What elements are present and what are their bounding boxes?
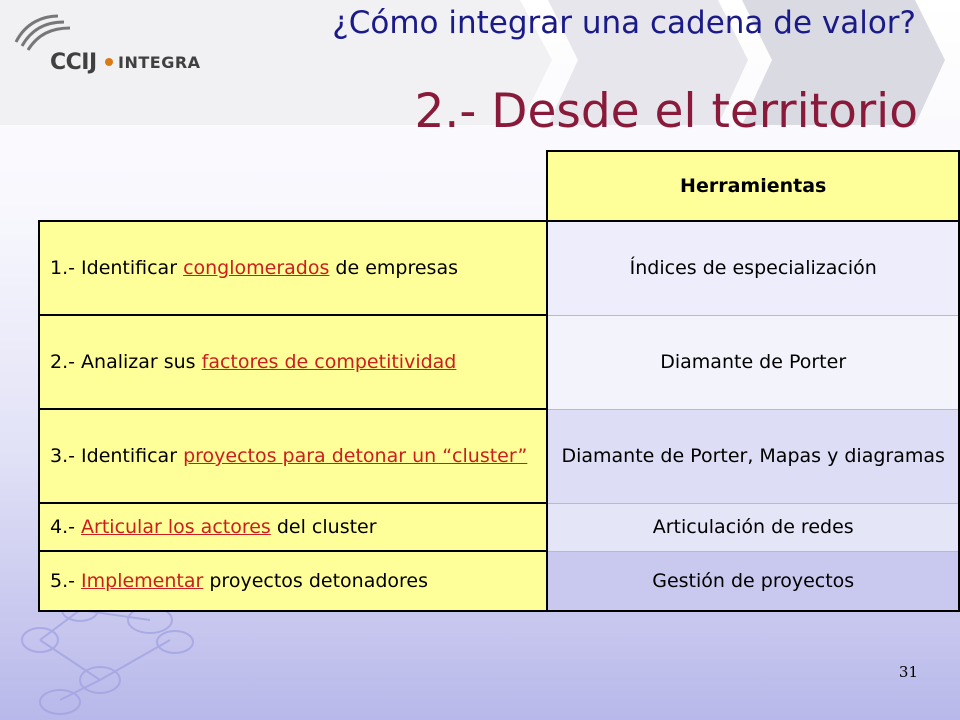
- tool-cell: Articulación de redes: [547, 503, 959, 551]
- step-cell: [39, 315, 547, 409]
- step-text: de empresas: [329, 257, 459, 279]
- header-herramientas: Herramientas: [547, 151, 959, 221]
- step-link[interactable]: factores de competitividad: [201, 351, 457, 373]
- tool-cell: Diamante de Porter: [547, 315, 959, 409]
- step-text: 4.-: [50, 516, 82, 538]
- table-row: [39, 503, 959, 551]
- step-link[interactable]: proyectos para detonar un “cluster”: [183, 445, 528, 467]
- logo-swoosh-icon: [14, 12, 74, 52]
- step-cell: [39, 503, 547, 551]
- step-text: 3.- Identificar: [50, 445, 184, 467]
- tool-cell: Diamante de Porter, Mapas y diagramas: [547, 409, 959, 503]
- tool-cell: Índices de especialización: [547, 221, 959, 315]
- tool-cell: Gestión de proyectos: [547, 551, 959, 611]
- page-number: 31: [898, 663, 918, 681]
- step-cell: [39, 551, 547, 611]
- header-empty-cell: [39, 151, 547, 221]
- step-link[interactable]: conglomerados: [183, 257, 330, 279]
- slide-question: ¿Cómo integrar una cadena de valor?: [332, 5, 916, 41]
- step-cell: [39, 221, 547, 315]
- logo-dot-icon: [105, 58, 113, 66]
- table-row: [39, 315, 959, 409]
- step-text: del cluster: [270, 516, 377, 538]
- step-cell: [39, 409, 547, 503]
- table-row: [39, 409, 959, 503]
- logo-brand: CCIJ: [50, 50, 97, 75]
- step-link[interactable]: Articular los actores: [81, 516, 271, 538]
- step-text: 5.-: [50, 570, 82, 592]
- step-text: 2.- Analizar sus: [50, 351, 202, 373]
- step-link[interactable]: Implementar: [81, 570, 204, 592]
- table-row: [39, 221, 959, 315]
- step-text: 1.- Identificar: [50, 257, 184, 279]
- step-text: proyectos detonadores: [203, 570, 429, 592]
- slide-title: 2.- Desde el territorio: [414, 84, 918, 139]
- tools-table: [38, 150, 960, 612]
- ccij-integra-logo: [14, 12, 244, 75]
- table-row: [39, 551, 959, 611]
- logo-sub: INTEGRA: [118, 53, 201, 72]
